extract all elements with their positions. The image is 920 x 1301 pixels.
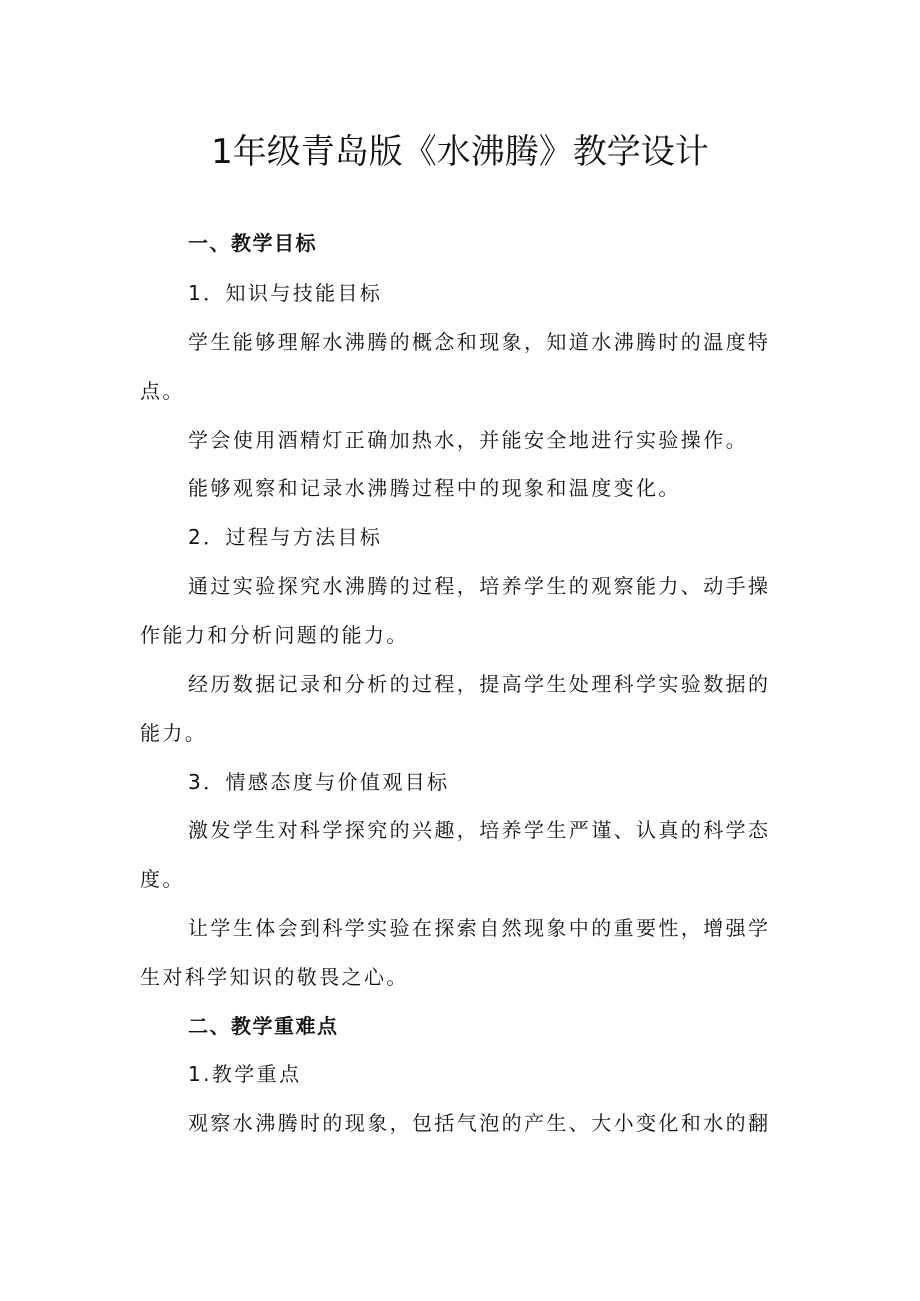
paragraph-line: 通过实验探究水沸腾的过程，培养学生的观察能力、动手操 [188,574,771,598]
subheading-knowledge-skills: 1．知识与技能目标 [188,281,383,305]
section-heading-teaching-goals: 一、教学目标 [188,231,317,255]
paragraph-line: 学会使用酒精灯正确加热水，并能安全地进行实验操作。 [188,428,748,452]
document-title: 1年级青岛版《水沸腾》教学设计 [211,132,709,172]
subheading-process-methods: 2．过程与方法目标 [188,525,383,549]
subheading-emotion-values: 3．情感态度与价值观目标 [188,770,450,794]
paragraph-line: 度。 [140,867,185,891]
paragraph-line: 让学生体会到科学实验在探索自然现象中的重要性，增强学 [188,916,771,940]
section-heading-key-difficulties: 二、教学重难点 [188,1014,339,1038]
paragraph-line: 能力。 [140,721,208,745]
paragraph-line: 能够观察和记录水沸腾过程中的现象和温度变化。 [188,476,681,500]
paragraph-line: 生对科学知识的敬畏之心。 [140,965,409,989]
paragraph-line: 经历数据记录和分析的过程，提高学生处理科学实验数据的 [188,672,771,696]
paragraph-line: 激发学生对科学探究的兴趣，培养学生严谨、认真的科学态 [188,818,771,842]
paragraph-line: 作能力和分析问题的能力。 [140,623,409,647]
subheading-teaching-focus: 1.教学重点 [188,1062,302,1086]
paragraph-line: 观察水沸腾时的现象，包括气泡的产生、大小变化和水的翻 [188,1111,771,1135]
paragraph-line: 点。 [140,379,185,403]
paragraph-line: 学生能够理解水沸腾的概念和现象，知道水沸腾时的温度特 [188,330,771,354]
